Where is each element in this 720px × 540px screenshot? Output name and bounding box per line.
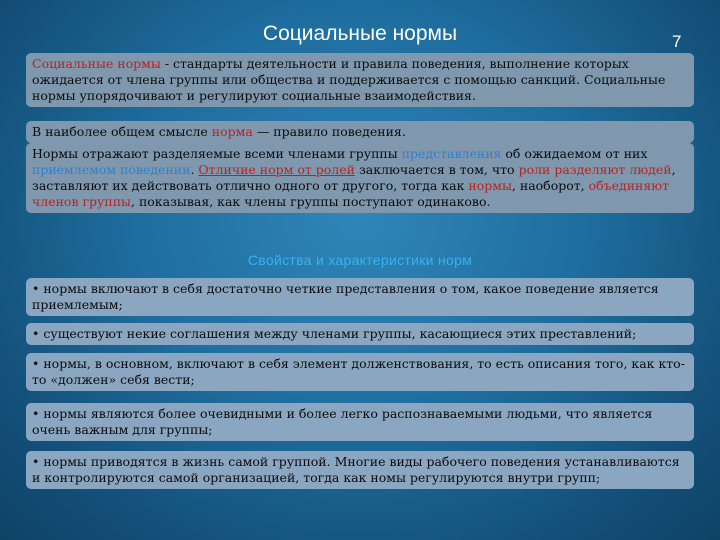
property-item: • существуют некие соглашения между членами группы, касающиеся этих преставлений;	[26, 323, 694, 345]
definition-text: - стандарты деятельности и правила поведения, выполнение которых ожидается от члена группы или общества и поддерживается с помощью санкций. Социальные нормы упорядочивают и регулируют социальные взаимодействия.	[32, 56, 666, 103]
slide-number: 7	[672, 32, 682, 51]
general-prefix: В наиболее общем смысле	[32, 124, 212, 139]
property-item: • нормы приводятся в жизнь самой группой. Многие виды рабочего поведения устанавливаются и контролируются самой организацией, тогда как номы регулируются внутри групп;	[26, 451, 694, 489]
definition-box	[26, 53, 694, 107]
reflect-term-unite: объединяют членов группы	[32, 178, 670, 209]
general-suffix: — правило поведения.	[252, 124, 406, 139]
property-item: • нормы, в основном, включают в себя элемент долженствования, то есть описания того, как кто-то «должен» себя вести;	[26, 353, 694, 391]
reflect-text-6: , наоборот,	[511, 178, 589, 193]
reflect-term-difference: Отличие норм от ролей	[198, 162, 355, 177]
general-box	[26, 121, 694, 143]
reflect-term-acceptable: приемлемом поведении	[32, 162, 191, 177]
reflect-box	[26, 143, 694, 213]
general-term: норма	[211, 124, 253, 139]
properties-heading: Свойства и характеристики норм	[247, 252, 473, 268]
reflect-term-representations: представления	[401, 146, 502, 161]
slide-title: Социальные нормы	[262, 22, 458, 45]
reflect-term-roles: роли разделяют людей	[518, 162, 672, 177]
reflect-text-2: об ожидаемом от них	[501, 146, 648, 161]
reflect-text-4: заключается в том, что	[354, 162, 519, 177]
property-item: • нормы являются более очевидными и более легко распознаваемыми людьми, что является очень важным для группы;	[26, 403, 694, 441]
reflect-text-3: .	[190, 162, 199, 177]
property-item: • нормы включают в себя достаточно четкие представления о том, какое поведение является приемлемым;	[26, 278, 694, 316]
reflect-term-norms: нормы	[468, 178, 512, 193]
reflect-text-7: , показывая, как члены группы поступают одинаково.	[131, 194, 491, 209]
reflect-text-1: Нормы отражают разделяемые всеми членами группы	[32, 146, 402, 161]
reflect-text-5: , заставляют их действовать отлично одного от другого, тогда как	[32, 162, 676, 193]
definition-term: Социальные нормы	[32, 56, 161, 71]
